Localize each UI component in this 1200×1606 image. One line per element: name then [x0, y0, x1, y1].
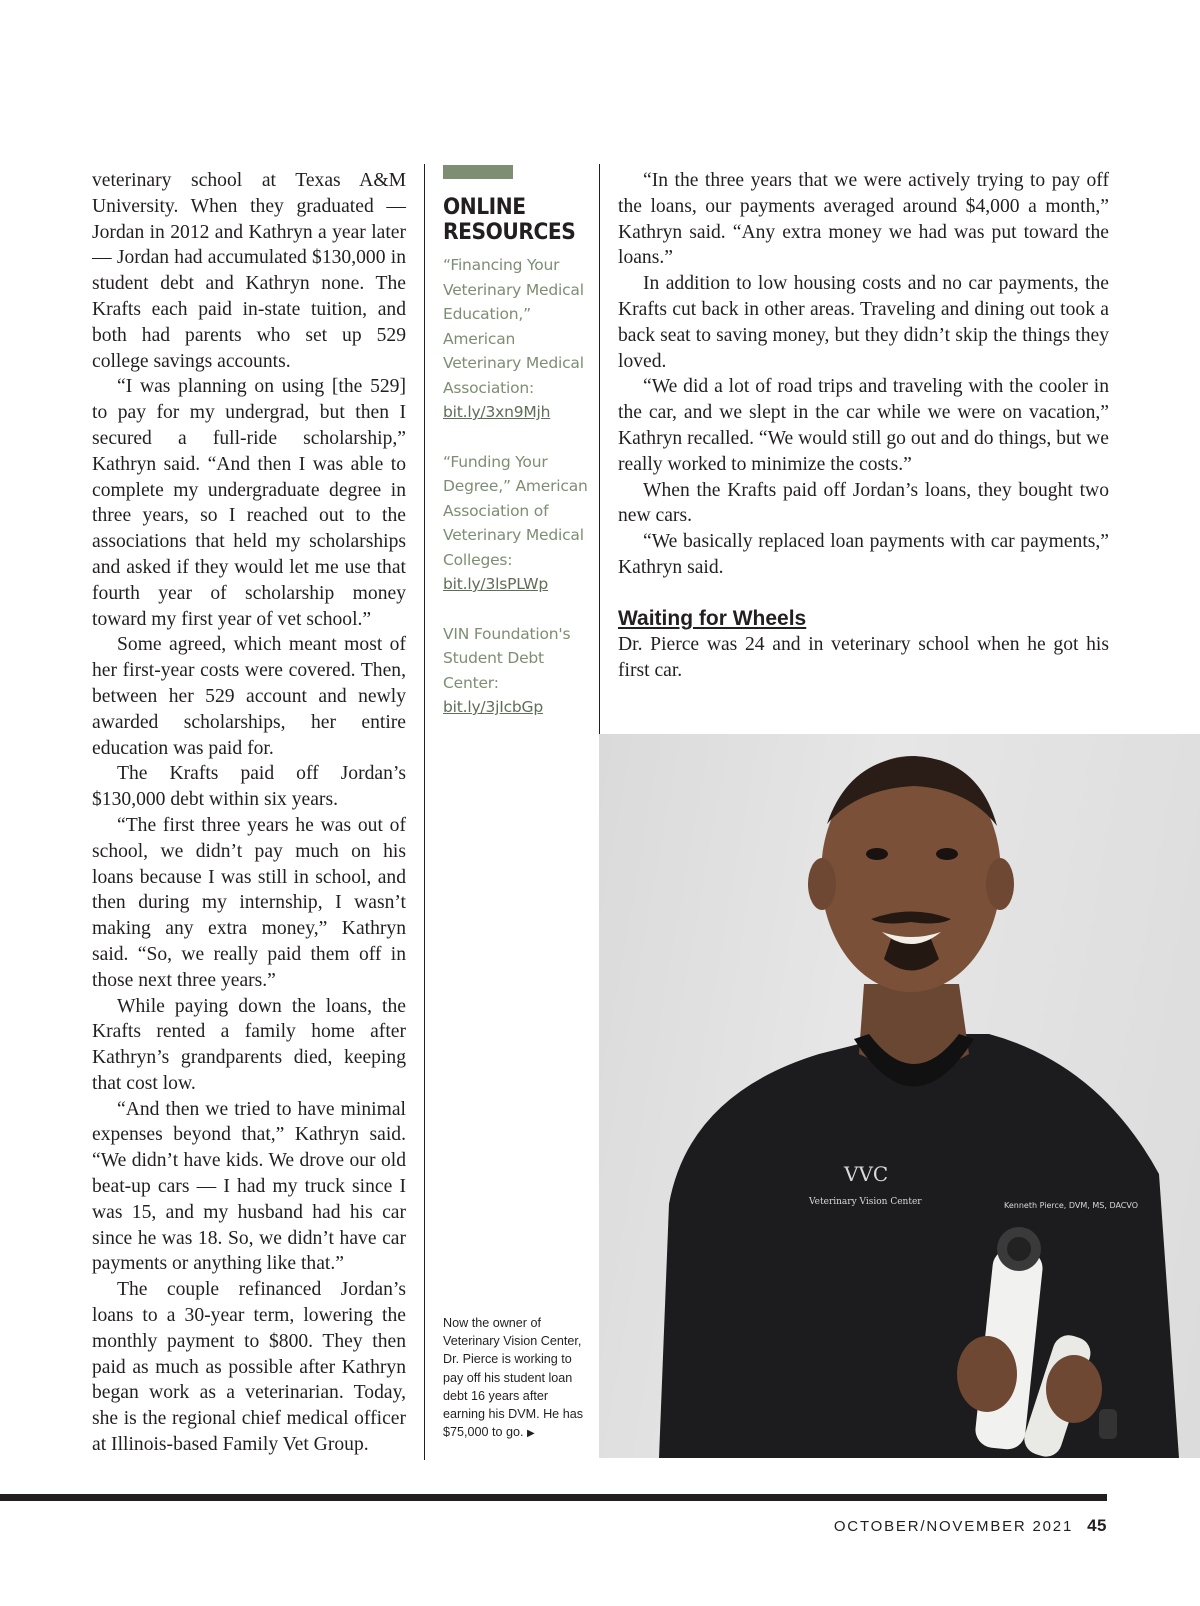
paragraph: The couple refinanced Jordan’s loans to a 30-year term, lowering the monthly payment to $800. They then paid as much as possible after Kathryn began work as a veterinarian. Today, she is the regional chief medical officer at Illinois-based Family Vet Group. — [92, 1279, 406, 1456]
paragraph: Some agreed, which meant most of her first-year costs were covered. Then, between her 529 account and newly awarded scholarships, her entire education was paid for. — [92, 634, 406, 759]
paragraph: “In the three years that we were actively trying to pay off the loans, our payments averaged around $4,000 a month,” Kathryn said. “Any extra money we had was put toward the loans.” — [618, 170, 1109, 269]
column-divider — [599, 164, 600, 734]
online-resources-sidebar — [443, 165, 593, 720]
paragraph: When the Krafts paid off Jordan’s loans, they bought two new cars. — [618, 479, 1109, 527]
page-footer — [834, 1516, 1107, 1536]
paragraph: veterinary school at Texas A&M University. When they graduated — Jordan in 2012 and Kathryn a year later — Jordan had accumulated $130,000 in student debt and Kathryn none. The Krafts each paid in-state tuition, and both had parents who set up 529 college savings accounts. — [92, 170, 406, 372]
footer-rule — [0, 1494, 1107, 1501]
resource-link[interactable]: bit.ly/3xn9Mjh — [443, 403, 551, 421]
paragraph: “And then we tried to have minimal expenses beyond that,” Kathryn said. “We didn’t have kids. We drove our old beat-up cars — I had my truck since I was 15, and my husband had his car since he was 18. So, we didn’t have car payments or anything like that.” — [92, 1098, 406, 1275]
sidebar-title: ONLINE RESOURCES — [443, 195, 576, 245]
shirt-logo-text: Veterinary Vision Center — [809, 1197, 922, 1207]
page-number: 45 — [1087, 1516, 1107, 1535]
resource-description: “Financing Your Veterinary Medical Education,” American Veterinary Medical Association: — [443, 256, 584, 397]
paragraph: The Krafts paid off Jordan’s $130,000 debt within six years. — [92, 763, 406, 811]
article-right-column — [618, 168, 1109, 683]
paragraph: “I was planning on using [the 529] to pay for my undergrad, but then I secured a full-ride scholarship,” Kathryn said. “And then I was able to complete my undergraduate degree in three years, so I reached out to the associations that held my scholarships and asked if they would let me use that fourth year of scholarship money toward my first year of vet school.” — [92, 376, 406, 630]
resource-item — [443, 253, 593, 425]
paragraph: While paying down the loans, the Krafts rented a family home after Kathryn’s grandparents died, keeping that cost low. — [92, 995, 406, 1094]
resource-description: “Funding Your Degree,” American Association of Veterinary Medical Colleges: — [443, 452, 588, 569]
column-divider — [424, 164, 425, 1460]
resource-link[interactable]: bit.ly/3jIcbGp — [443, 698, 544, 716]
paragraph: In addition to low housing costs and no car payments, the Krafts cut back in other areas. Traveling and dining out took a back seat to saving money, but they didn’t skip the things they loved. — [618, 273, 1109, 372]
paragraph: “The first three years he was out of school, we didn’t pay much on his loans because I was still in school, and then during my internship, I wasn’t making any extra money,” Kathryn said. “So, we really paid them off in those next three years.” — [92, 814, 406, 991]
sidebar-accent-bar — [443, 165, 513, 179]
portrait-photo — [599, 734, 1200, 1458]
shirt-name-text: Kenneth Pierce, DVM, MS, DACVO — [1004, 1201, 1139, 1210]
photo-caption — [443, 1314, 583, 1443]
paragraph: “We did a lot of road trips and traveling with the cooler in the car, and we slept in the car while we were on vacation,” Kathryn recalled. “We would still go out and do things, but we really worked to minimize the costs.” — [618, 376, 1109, 475]
paragraph: “We basically replaced loan payments with car payments,” Kathryn said. — [618, 531, 1109, 578]
resource-item — [443, 622, 593, 720]
portrait-illustration — [599, 734, 1200, 1458]
caption-arrow-icon: ▶ — [527, 1428, 535, 1440]
resource-item — [443, 450, 593, 597]
paragraph: Dr. Pierce was 24 and in veterinary school when he got his first car. — [618, 633, 1109, 681]
section-subhead: Waiting for Wheels — [618, 606, 807, 630]
caption-text: Now the owner of Veterinary Vision Center, Dr. Pierce is working to pay off his student loan debt 16 years after earning his DVM. He has $75,000 to go. — [443, 1316, 583, 1440]
resource-link[interactable]: bit.ly/3lsPLWp — [443, 575, 549, 593]
shirt-logo-mark: VVC — [844, 1162, 889, 1186]
article-left-column — [92, 168, 406, 1458]
resource-description: VIN Foundation's Student Debt Center: — [443, 624, 571, 692]
issue-date: OCTOBER/NOVEMBER 2021 — [833, 1518, 1074, 1535]
